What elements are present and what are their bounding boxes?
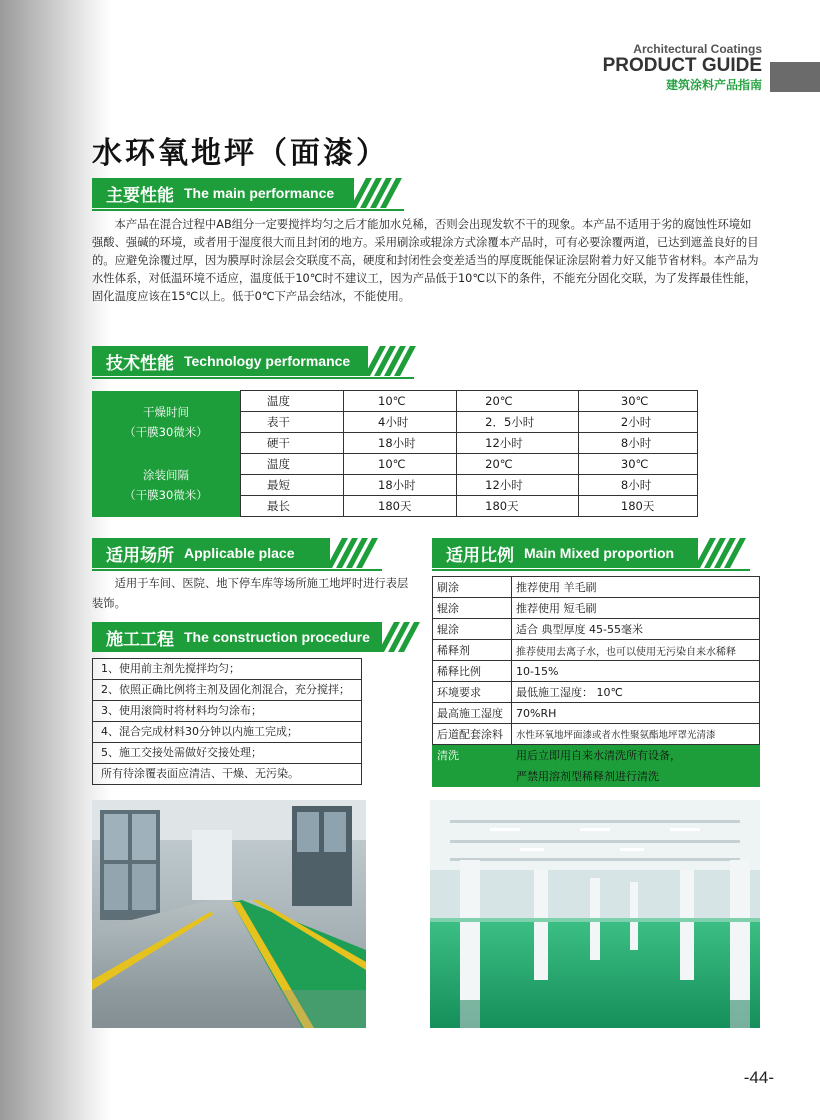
table-cell: 180天: [457, 496, 579, 517]
section-cn: 适用比例: [446, 545, 514, 566]
section-cn: 施工工程: [106, 629, 174, 650]
table-cell: 8小时: [578, 433, 697, 454]
technology-table: [92, 390, 698, 517]
main-performance-text: 本产品在混合过程中AB组分一定要搅拌均匀之后才能加水兑稀，否则会出现发软不干的现象。本产品不适用于劣的腐蚀性环境如强酸、强碱的环境，或者用于湿度很大而且封闭的地方。采用刷涂或辊涂方式涂覆本产品时，可有必要涂覆两道，已达到遮盖良好的目的。应避免涂覆过厚，因为膜厚时涂层会交联度不高，硬度和封闭性会变差适当的厚度既能保证涂层附着力好又能节省材料。本产品为水性体系，对低温环境不适应，温度低于10℃时不建议工，因为产品低于10℃以下的条件，不能充分固化交联，为了发挥最佳性能，固化温度应该在15℃以上。低于0℃下产品会结冰，不能使用。: [92, 218, 759, 303]
table-cell: 辊涂: [433, 598, 512, 619]
table-cell: [433, 766, 512, 787]
table-cell: 最低施工湿度： 10℃: [512, 682, 760, 703]
table-cell: 20℃: [457, 454, 579, 475]
page-title: 水环氧地坪（面漆）: [92, 136, 389, 171]
table-cell: 稀释剂: [433, 640, 512, 661]
section-en: Applicable place: [184, 545, 295, 561]
table-cell: 温度: [241, 454, 344, 475]
construction-steps: [92, 658, 362, 785]
table-cell: 水性环氧地坪面漆或者水性聚氨酯地坪罩光清漆: [512, 724, 760, 745]
table-cell: 180天: [578, 496, 697, 517]
table-cell: 硬干: [241, 433, 344, 454]
table-cell: 70%RH: [512, 703, 760, 724]
table-cell: 用后立即用自来水清洗所有设备，: [512, 745, 760, 766]
guide-header: [603, 42, 762, 93]
table-cell: 后道配套涂料: [433, 724, 512, 745]
table-cell: 适合 典型厚度 45-55毫米: [512, 619, 760, 640]
header-cn: 建筑涂料产品指南: [665, 78, 762, 92]
table-cell: 12小时: [457, 475, 579, 496]
table-cell: 推荐使用 短毛刷: [512, 598, 760, 619]
list-item: 4、混合完成材料30分钟以内施工完成；: [93, 722, 361, 743]
table-cell: 严禁用溶剂型稀释剂进行清洗: [512, 766, 760, 787]
table-cell: 12小时: [457, 433, 579, 454]
list-item: 3、使用滚筒时将材料均匀涂布；: [93, 701, 361, 722]
table-cell: 2小时: [578, 412, 697, 433]
table-cell: 清洗: [433, 745, 512, 766]
table-cell: 2．5小时: [457, 412, 579, 433]
table-cell: 推荐使用去离子水，也可以使用无污染自来水稀释: [512, 640, 760, 661]
section-cn: 主要性能: [106, 185, 174, 206]
table-cell: 18小时: [344, 475, 457, 496]
section-applicable: [92, 538, 374, 568]
table-cell: 4小时: [344, 412, 457, 433]
mixed-table: [432, 576, 760, 787]
header-en-main: PRODUCT GUIDE: [602, 55, 762, 76]
applicable-text: 适用于车间、医院、地下停车库等场所施工地坪时进行表层装饰。: [92, 577, 409, 610]
photo-gray-floor: [92, 800, 366, 1028]
table-cell: 最高施工湿度: [433, 703, 512, 724]
page-number: -44-: [743, 1068, 774, 1087]
header-en-top: Architectural Coatings: [633, 42, 762, 56]
section-en: Main Mixed proportion: [524, 545, 675, 561]
table-cell: 刷涂: [433, 577, 512, 598]
table-cell: 温度: [241, 391, 344, 412]
table-cell: 18小时: [344, 433, 457, 454]
section-mixed: [432, 538, 742, 568]
list-item: 5、施工交接处需做好交接处理；: [93, 743, 361, 764]
header-gray-block: [770, 62, 820, 92]
table-cell: 10-15%: [512, 661, 760, 682]
table-cell: 20℃: [457, 391, 579, 412]
table-cell: 推荐使用 羊毛刷: [512, 577, 760, 598]
table-cell: 30℃: [578, 391, 697, 412]
group-dry-time: 干燥时间 （干膜30微米）: [92, 391, 241, 454]
table-cell: 最长: [241, 496, 344, 517]
section-en: Technology performance: [184, 353, 351, 369]
section-technology: [92, 346, 412, 376]
photo-green-floor: [430, 800, 760, 1028]
section-construction: [92, 622, 416, 652]
table-cell: 10℃: [344, 454, 457, 475]
list-item: 2、依照正确比例将主剂及固化剂混合，充分搅拌；: [93, 680, 361, 701]
table-cell: 30℃: [578, 454, 697, 475]
table-cell: 180天: [344, 496, 457, 517]
table-cell: 10℃: [344, 391, 457, 412]
table-cell: 最短: [241, 475, 344, 496]
section-cn: 适用场所: [106, 545, 174, 566]
list-item: 1、使用前主剂先搅拌均匀；: [93, 659, 361, 680]
section-en: The construction procedure: [184, 629, 370, 645]
table-cell: 辊涂: [433, 619, 512, 640]
list-item: 所有待涂覆表面应清洁、干燥、无污染。: [101, 767, 299, 780]
table-cell: 表干: [241, 412, 344, 433]
table-cell: 环境要求: [433, 682, 512, 703]
section-cn: 技术性能: [106, 353, 174, 374]
section-en: The main performance: [184, 185, 335, 201]
table-cell: 稀释比例: [433, 661, 512, 682]
table-cell: 8小时: [578, 475, 697, 496]
section-main-performance: [92, 178, 398, 208]
group-coat-interval: 涂装间隔 （干膜30微米）: [92, 454, 241, 517]
